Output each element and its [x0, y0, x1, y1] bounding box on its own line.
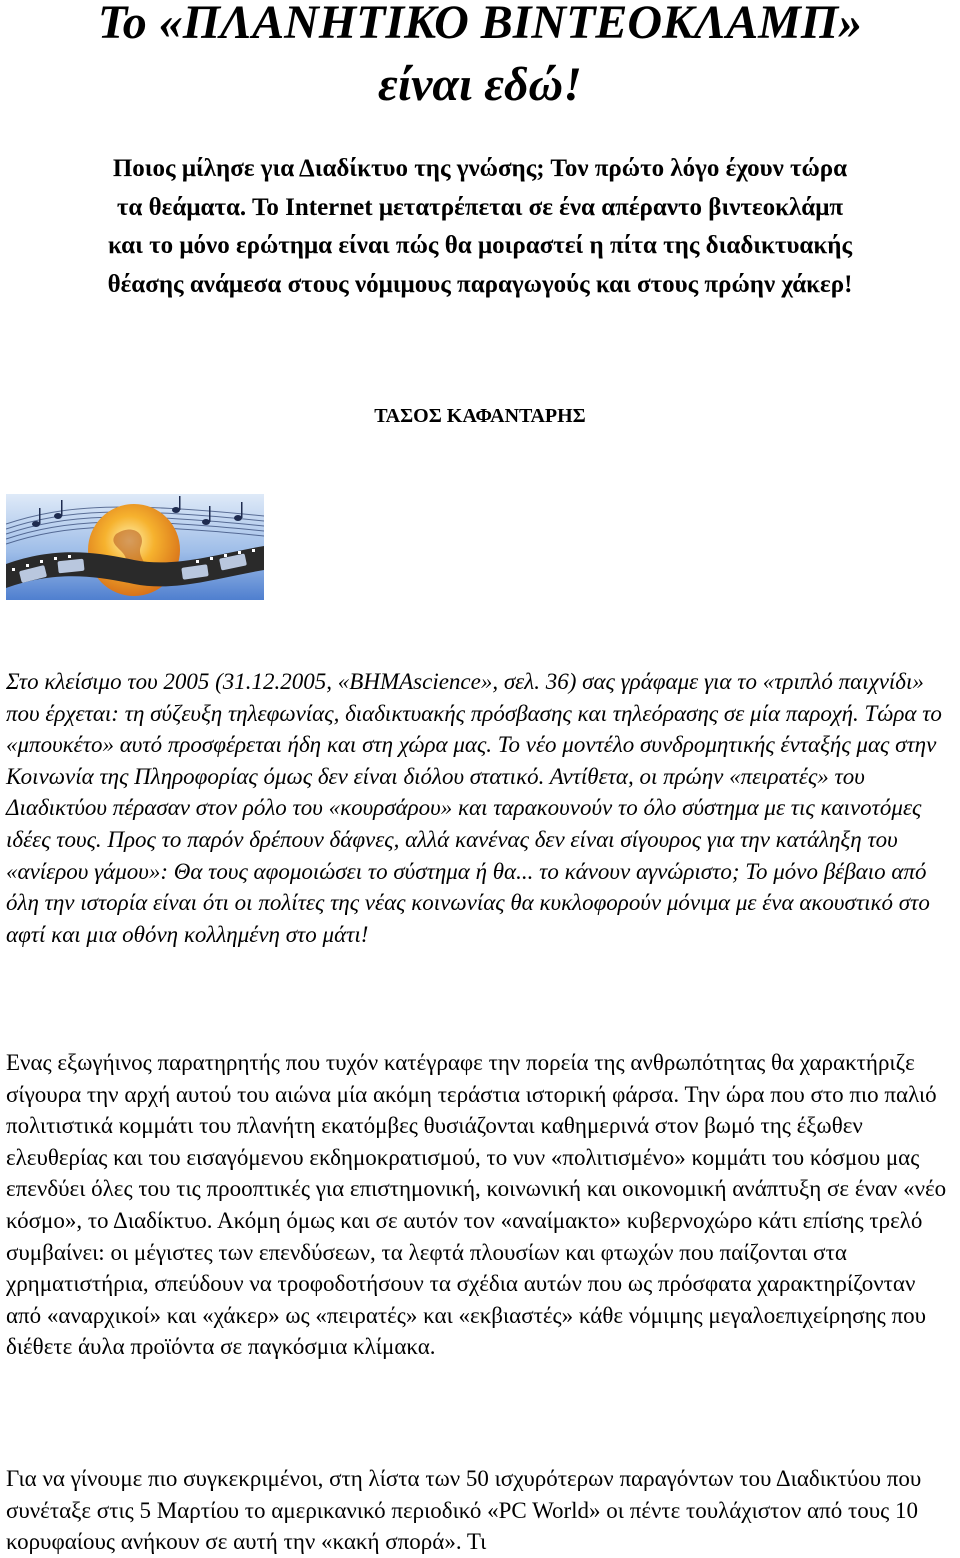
lead-line-2: τα θεάματα. Το Internet μετατρέπεται σε ένα απέραντο βιντεοκλάμπ [116, 193, 844, 221]
hero-illustration [6, 494, 264, 600]
author-byline: ΤΑΣΟΣ ΚΑΦΑΝΤΑΡΗΣ [374, 405, 586, 427]
music-globe-filmstrip-image [6, 494, 264, 600]
intro-paragraph: Στο κλείσιμο του 2005 (31.12.2005, «ΒΗΜΑscience», σελ. 36) σας γράφαμε για το «τριπλό παιχνίδι» που έρχεται: τη σύζευξη τηλεφωνίας, διαδικτυακής πρόσβασης και τηλεόρασης σε μία παροχή. Τώρα το «μπουκέτο» αυτό προσφέρεται ήδη και στη χώρα μας. Το νέο μοντέλο συνδρομητικής ένταξής μας στην Κοινωνία της Πληροφορίας όμως δεν είναι διόλου στατικό. Αντίθετα, οι πρώην «πειρατές» του Διαδικτύου πέρασαν στον ρόλο του «κουρσάρου» και ταρακουνούν το όλο σύστημα με τις καινοτόμες ιδέες τους. Προς το παρόν δρέπουν δάφνες, αλλά κανένας δεν είναι σίγουρος για την κατάληξη του «ανίερου γάμου»: Θα τους αφομοιώσει το σύστημα ή θα... το κάνουν αγνώριστο; Το μόνο βέβαιο από όλη την ιστορία είναι ότι οι πολίτες της νέας κοινωνίας θα κυκλοφορούν μόνιμα με ένα ακουστικό στο αφτί και μια οθόνη κολλημένη στο μάτι! [6, 669, 942, 947]
body-paragraph-2: Για να γίνουμε πιο συγκεκριμένοι, στη λίστα των 50 ισχυρότερων παραγόντων του Διαδικτύου που συνέταξε στις 5 Μαρτίου το αμερικανικό περιοδικό «PC World» οι πέντε τουλάχιστον από τους 10 κορυφαίους ανήκουν σε αυτή την «κακή σπορά». Τι [6, 1466, 922, 1555]
body-paragraph-1: Ενας εξωγήινος παρατηρητής που τυχόν κατέγραφε την πορεία της ανθρωπότητας θα χαρακτήριζε σίγουρα την αρχή αυτού του αιώνα μία ακόμη τεράστια ιστορική φάρσα. Την ώρα που στο πιο παλιό πολιτιστικά κομμάτι του πλανήτη εκατόμβες θυσιάζονται καθημερινά στον βωμό της έξωθεν ελευθερίας και του εισαγόμενου εκδημοκρατισμού, το νυν «πολιτισμένο» κομμάτι του κόσμου μας επενδύει όλες του τις προοπτικές για επιστημονική, κοινωνική και οικονομική ανάπτυξη σε έναν «νέο κόσμο», το Διαδίκτυο. Ακόμη όμως και σε αυτόν τον «αναίμακτο» κυβερνοχώρο κάτι επίσης τρελό συμβαίνει: οι μέγιστες των επενδύσεων, τα λεφτά πλουσίων και φτωχών που παίζονται στα χρηματιστήρια, σπεύδουν να τροφοδοτήσουν τα σχέδια αυτών που ως πρόσφατα χαρακτηρίζονταν από «αναρχικοί» και «χάκερ» ως «πειρατές» και «εκβιαστές» κάθε νόμιμης μεγαλοεπιχείρησης που διέθετε άυλα προϊόντα σε παγκόσμια κλίμακα. [6, 1050, 947, 1360]
article-lead [0, 150, 960, 304]
title-line-2: είναι εδώ! [378, 58, 582, 111]
lead-line-4: θέασης ανάμεσα στους νόμιμους παραγωγούς και στους πρώην χάκερ! [107, 270, 853, 298]
article-title [0, 0, 960, 116]
lead-line-3: και το μόνο ερώτημα είναι πώς θα μοιραστεί η πίτα της διαδικτυακής [107, 232, 853, 259]
title-line-1: Το «ΠΛΑΝΗΤΙΚΟ ΒΙΝΤΕΟΚΛΑΜΠ» [97, 0, 863, 49]
lead-line-1: Ποιος μίλησε για Διαδίκτυο της γνώσης; Τον πρώτο λόγο έχουν τώρα [112, 155, 848, 182]
